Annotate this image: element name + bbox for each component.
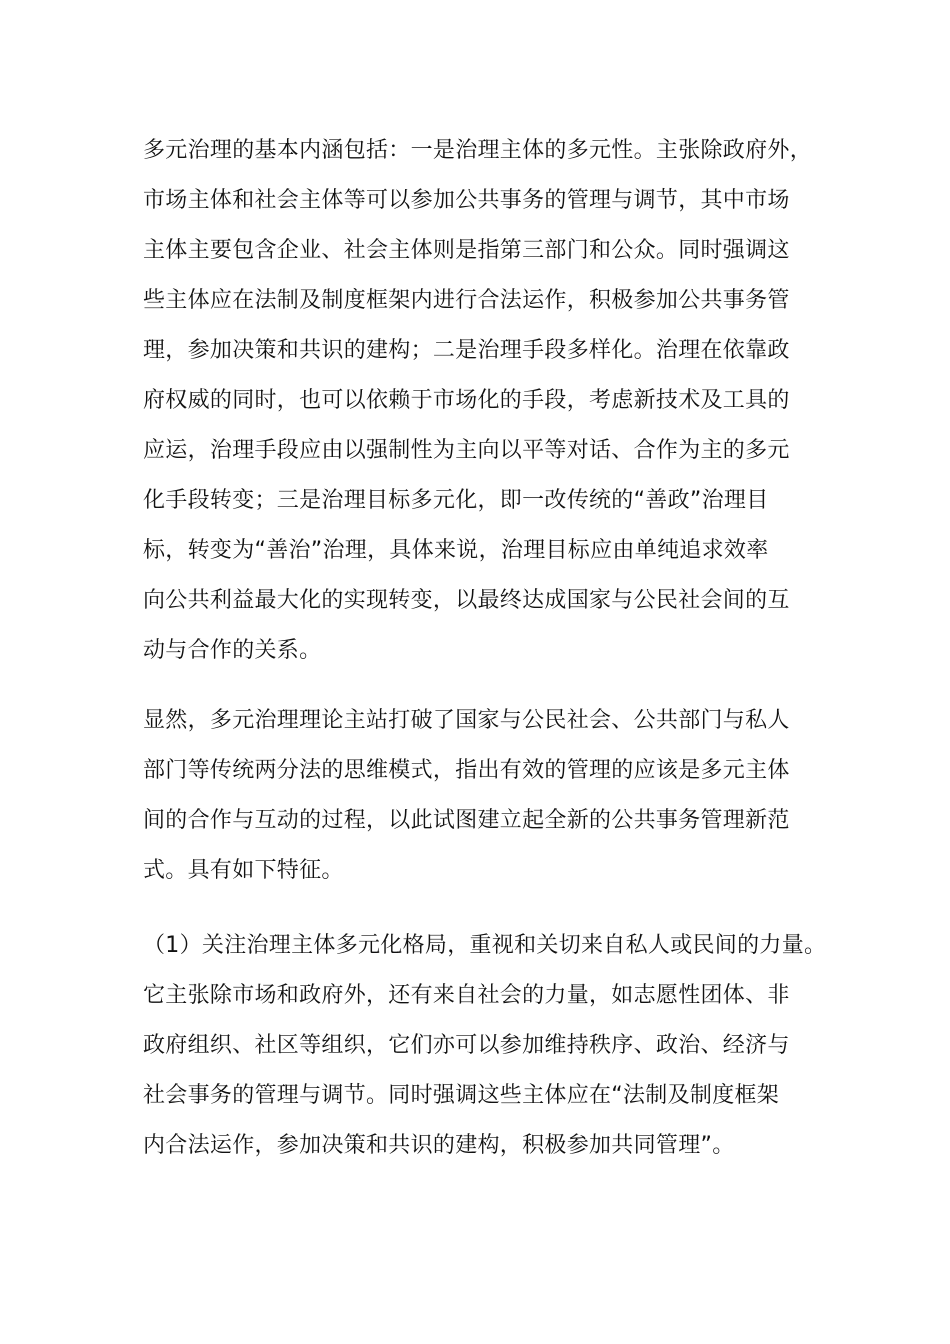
text-line: 式。具有如下特征。 (143, 858, 344, 883)
text-line: 它主张除市场和政府外，还有来自社会的力量，如志愿性团体、非 (143, 983, 790, 1008)
text-line: 些主体应在法制及制度框架内进行合法运作，积极参加公共事务管 (143, 288, 790, 313)
text-line: 间的合作与互动的过程，以此试图建立起全新的公共事务管理新范 (143, 808, 790, 833)
text-line: 应运，治理手段应由以强制性为主向以平等对话、合作为主的多元 (143, 438, 790, 463)
text-line: 主体主要包含企业、社会主体则是指第三部门和公众。同时强调这 (143, 238, 790, 263)
text-line: 化手段转变；三是治理目标多元化，即一改传统的“善政”治理目 (143, 488, 769, 513)
text-line: 理，参加决策和共识的建构；二是治理手段多样化。治理在依靠政 (143, 338, 790, 363)
text-line: 部门等传统两分法的思维模式，指出有效的管理的应该是多元主体 (143, 758, 790, 783)
text-line: 标，转变为“善治”治理，具体来说，治理目标应由单纯追求效率 (143, 538, 769, 563)
text-line: 市场主体和社会主体等可以参加公共事务的管理与调节，其中市场 (143, 188, 790, 213)
text-line: 社会事务的管理与调节。同时强调这些主体应在“法制及制度框架 (143, 1083, 780, 1108)
text-line: 显然，多元治理理论主站打破了国家与公民社会、公共部门与私人 (143, 708, 790, 733)
text-line: 向公共利益最大化的实现转变，以最终达成国家与公民社会间的互 (143, 588, 790, 613)
text-line: 多元治理的基本内涵包括：一是治理主体的多元性。主张除政府外， (143, 138, 813, 163)
text-line: 府权威的同时，也可以依赖于市场化的手段，考虑新技术及工具的 (143, 388, 790, 413)
text-line: 政府组织、社区等组织，它们亦可以参加维持秩序、政治、经济与 (143, 1033, 790, 1058)
text-line: 动与合作的关系。 (143, 638, 322, 663)
text-line: （1）关注治理主体多元化格局，重视和关切来自私人或民间的力量。 (143, 933, 827, 958)
text-line: 内合法运作，参加决策和共识的建构，积极参加共同管理”。 (143, 1133, 735, 1158)
